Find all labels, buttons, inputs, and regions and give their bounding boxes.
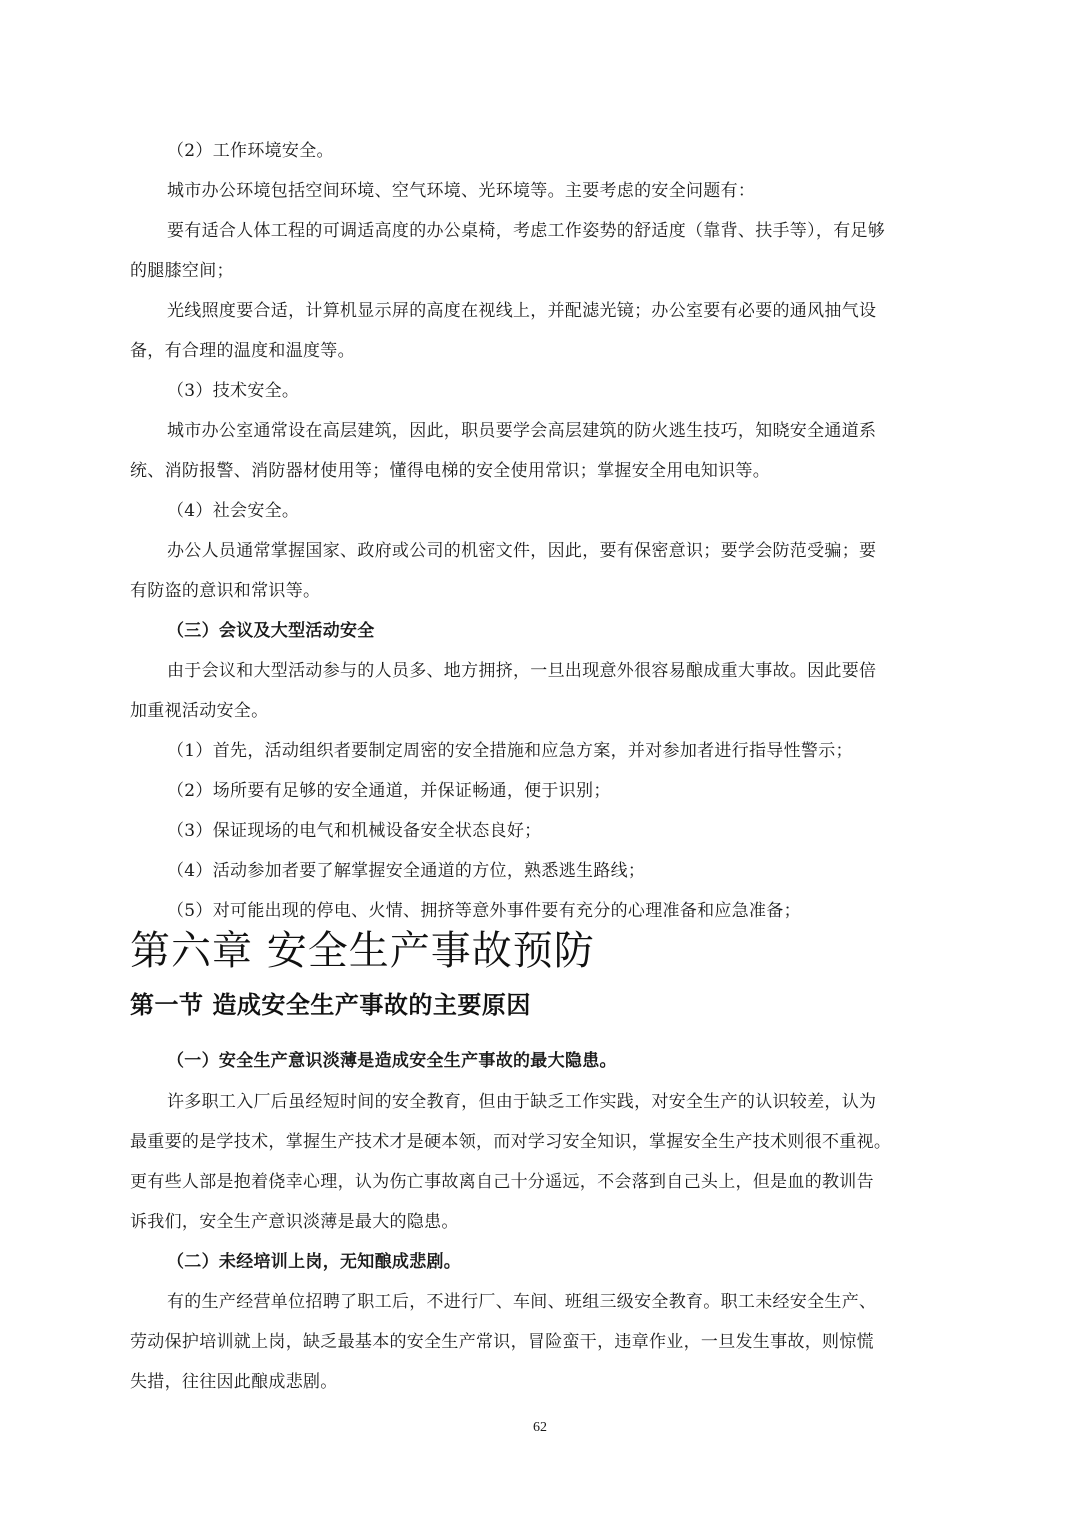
paragraph-line: 的腿膝空间；	[130, 261, 234, 281]
list-item: （2）场所要有足够的安全通道，并保证畅通，便于识别；	[167, 781, 611, 801]
paragraph-line: 失措，往往因此酿成悲剧。	[130, 1372, 338, 1392]
section-title: 第一节 造成安全生产事故的主要原因	[130, 991, 531, 1019]
list-item: （4）活动参加者要了解掌握安全通道的方位，熟悉逃生路线；	[167, 861, 646, 881]
paragraph-line: 办公人员通常掌握国家、政府或公司的机密文件，因此，要有保密意识；要学会防范受骗；要	[167, 541, 877, 561]
paragraph-line: 备，有合理的温度和温度等。	[130, 341, 355, 361]
list-item: （1）首先，活动组织者要制定周密的安全措施和应急方案，并对参加者进行指导性警示；	[167, 741, 853, 761]
paragraph-line: 城市办公环境包括空间环境、空气环境、光环境等。主要考虑的安全问题有：	[167, 181, 756, 201]
subheading: （一）安全生产意识淡薄是造成安全生产事故的最大隐患。	[167, 1051, 617, 1071]
paragraph-line: （3）技术安全。	[167, 381, 300, 401]
paragraph-line: （2）工作环境安全。	[167, 141, 334, 161]
paragraph-line: 更有些人部是抱着侥幸心理，认为伤亡事故离自己十分遥远，不会落到自己头上，但是血的教训告	[130, 1172, 874, 1192]
paragraph-line: 加重视活动安全。	[130, 701, 269, 721]
list-item: （3）保证现场的电气和机械设备安全状态良好；	[167, 821, 542, 841]
paragraph-line: 城市办公室通常设在高层建筑，因此，职员要学会高层建筑的防火逃生技巧，知晓安全通道系	[167, 421, 877, 441]
paragraph-line: 最重要的是学技术，掌握生产技术才是硬本领，而对学习安全知识，掌握安全生产技术则很不重视。	[130, 1132, 892, 1152]
paragraph-line: 光线照度要合适，计算机显示屏的高度在视线上，并配滤光镜；办公室要有必要的通风抽气设	[167, 301, 877, 321]
paragraph-line: 统、消防报警、消防器材使用等；懂得电梯的安全使用常识；掌握安全用电知识等。	[130, 461, 771, 481]
paragraph-line: 许多职工入厂后虽经短时间的安全教育，但由于缺乏工作实践，对安全生产的认识较差，认为	[167, 1092, 877, 1112]
paragraph-line: （4）社会安全。	[167, 501, 300, 521]
page-number: 62	[533, 1420, 547, 1435]
subheading: （三）会议及大型活动安全	[167, 621, 375, 641]
paragraph-line: 由于会议和大型活动参与的人员多、地方拥挤，一旦出现意外很容易酿成重大事故。因此要倍	[167, 661, 877, 681]
paragraph-line: 有防盗的意识和常识等。	[130, 581, 321, 601]
paragraph-line: 诉我们，安全生产意识淡薄是最大的隐患。	[130, 1212, 459, 1232]
list-item: （5）对可能出现的停电、火情、拥挤等意外事件要有充分的心理准备和应急准备；	[167, 901, 801, 921]
paragraph-line: 劳动保护培训就上岗，缺乏最基本的安全生产常识，冒险蛮干，违章作业，一旦发生事故，则惊慌	[130, 1332, 874, 1352]
paragraph-line: 要有适合人体工程的可调适高度的办公桌椅，考虑工作姿势的舒适度（靠背、扶手等），有足够	[167, 221, 886, 241]
subheading: （二）未经培训上岗，无知酿成悲剧。	[167, 1252, 462, 1272]
chapter-title: 第六章 安全生产事故预防	[130, 928, 595, 974]
paragraph-line: 有的生产经营单位招聘了职工后，不进行厂、车间、班组三级安全教育。职工未经安全生产、	[167, 1292, 877, 1312]
